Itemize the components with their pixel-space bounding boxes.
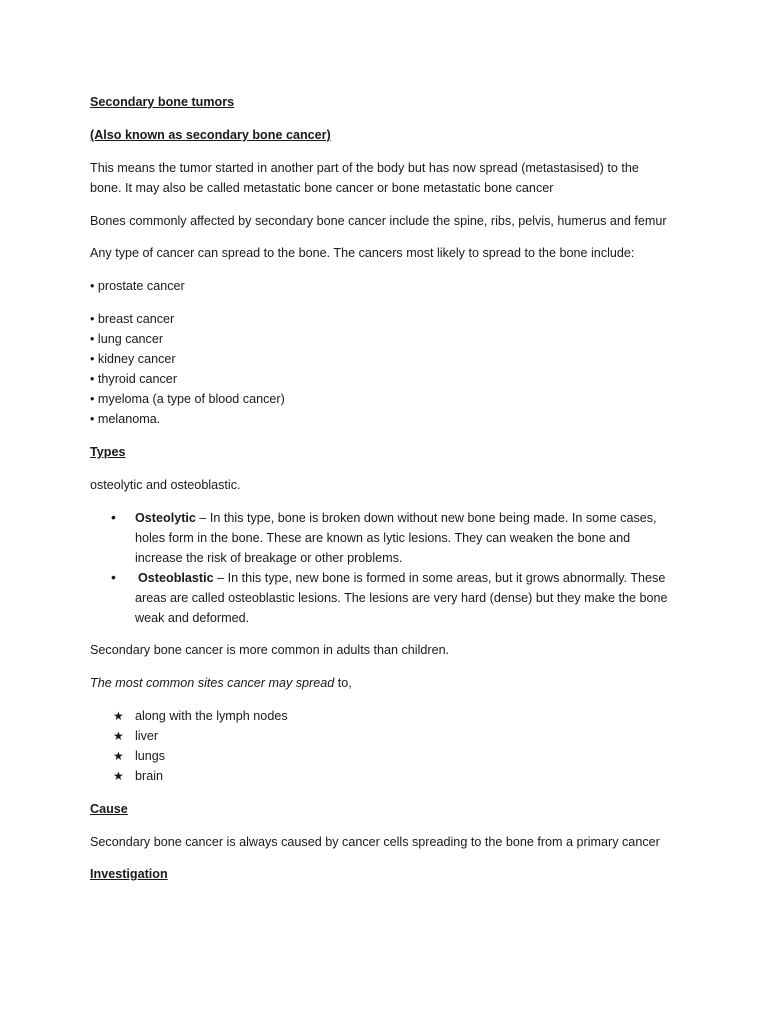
cancer-list-item: • thyroid cancer <box>90 372 178 386</box>
osteoblastic-line-2: areas are called osteoblastic lesions. The lesions are very hard (dense) but they make the bone <box>135 591 668 605</box>
intro-paragraph-line-1: This means the tumor started in another part of the body but has now spread (metastasised) to the <box>90 161 639 175</box>
spread-intro-paragraph: Any type of cancer can spread to the bone. The cancers most likely to spread to the bone include: <box>90 246 635 260</box>
cancer-list-item: • breast cancer <box>90 312 175 326</box>
bullet-dot-icon: • <box>111 509 116 525</box>
cancer-list-item: • melanoma. <box>90 412 161 426</box>
investigation-heading: Investigation <box>90 867 168 881</box>
affected-bones-paragraph: Bones commonly affected by secondary bone cancer include the spine, ribs, pelvis, humerus and femur <box>90 214 667 228</box>
site-list-item: brain <box>135 769 164 783</box>
types-paragraph: osteolytic and osteoblastic. <box>90 478 241 492</box>
sites-intro-paragraph <box>90 673 352 693</box>
site-list-item: liver <box>135 729 159 743</box>
sites-intro-rest: to, <box>334 676 352 690</box>
cause-paragraph: Secondary bone cancer is always caused by cancer cells spreading to the bone from a primary cancer <box>90 835 660 849</box>
page-title: Secondary bone tumors <box>90 95 235 109</box>
star-bullet-icon: ★ <box>113 769 124 783</box>
osteolytic-term: Osteolytic <box>135 511 196 525</box>
star-bullet-icon: ★ <box>113 709 124 723</box>
intro-paragraph-line-2: bone. It may also be called metastatic bone cancer or bone metastatic bone cancer <box>90 181 554 195</box>
bullet-dot-icon: • <box>111 569 116 585</box>
star-bullet-icon: ★ <box>113 729 124 743</box>
osteoblastic-term: Osteoblastic <box>138 571 214 585</box>
site-list-item: lungs <box>135 749 166 763</box>
site-list-item: along with the lymph nodes <box>135 709 288 723</box>
sites-intro-italic: The most common sites cancer may spread <box>90 676 335 690</box>
osteolytic-text: – In this type, bone is broken down without new bone being made. In some cases, <box>195 511 657 525</box>
cancer-list-item: • prostate cancer <box>90 279 185 293</box>
types-heading: Types <box>90 445 126 459</box>
osteoblastic-line-1 <box>138 568 665 588</box>
star-bullet-icon: ★ <box>113 749 124 763</box>
cancer-list-item: • kidney cancer <box>90 352 176 366</box>
cancer-list-item: • lung cancer <box>90 332 164 346</box>
osteoblastic-text: – In this type, new bone is formed in some areas, but it grows abnormally. These <box>213 571 666 585</box>
adults-paragraph: Secondary bone cancer is more common in adults than children. <box>90 643 450 657</box>
osteolytic-line-3: increase the risk of breakage or other problems. <box>135 551 403 565</box>
subtitle: (Also known as secondary bone cancer) <box>90 128 331 142</box>
cause-heading: Cause <box>90 802 128 816</box>
cancer-list-item: • myeloma (a type of blood cancer) <box>90 392 285 406</box>
osteoblastic-line-3: weak and deformed. <box>135 611 250 625</box>
osteolytic-line-1 <box>135 508 657 528</box>
osteolytic-line-2: holes form in the bone. These are known as lytic lesions. They can weaken the bone and <box>135 531 631 545</box>
